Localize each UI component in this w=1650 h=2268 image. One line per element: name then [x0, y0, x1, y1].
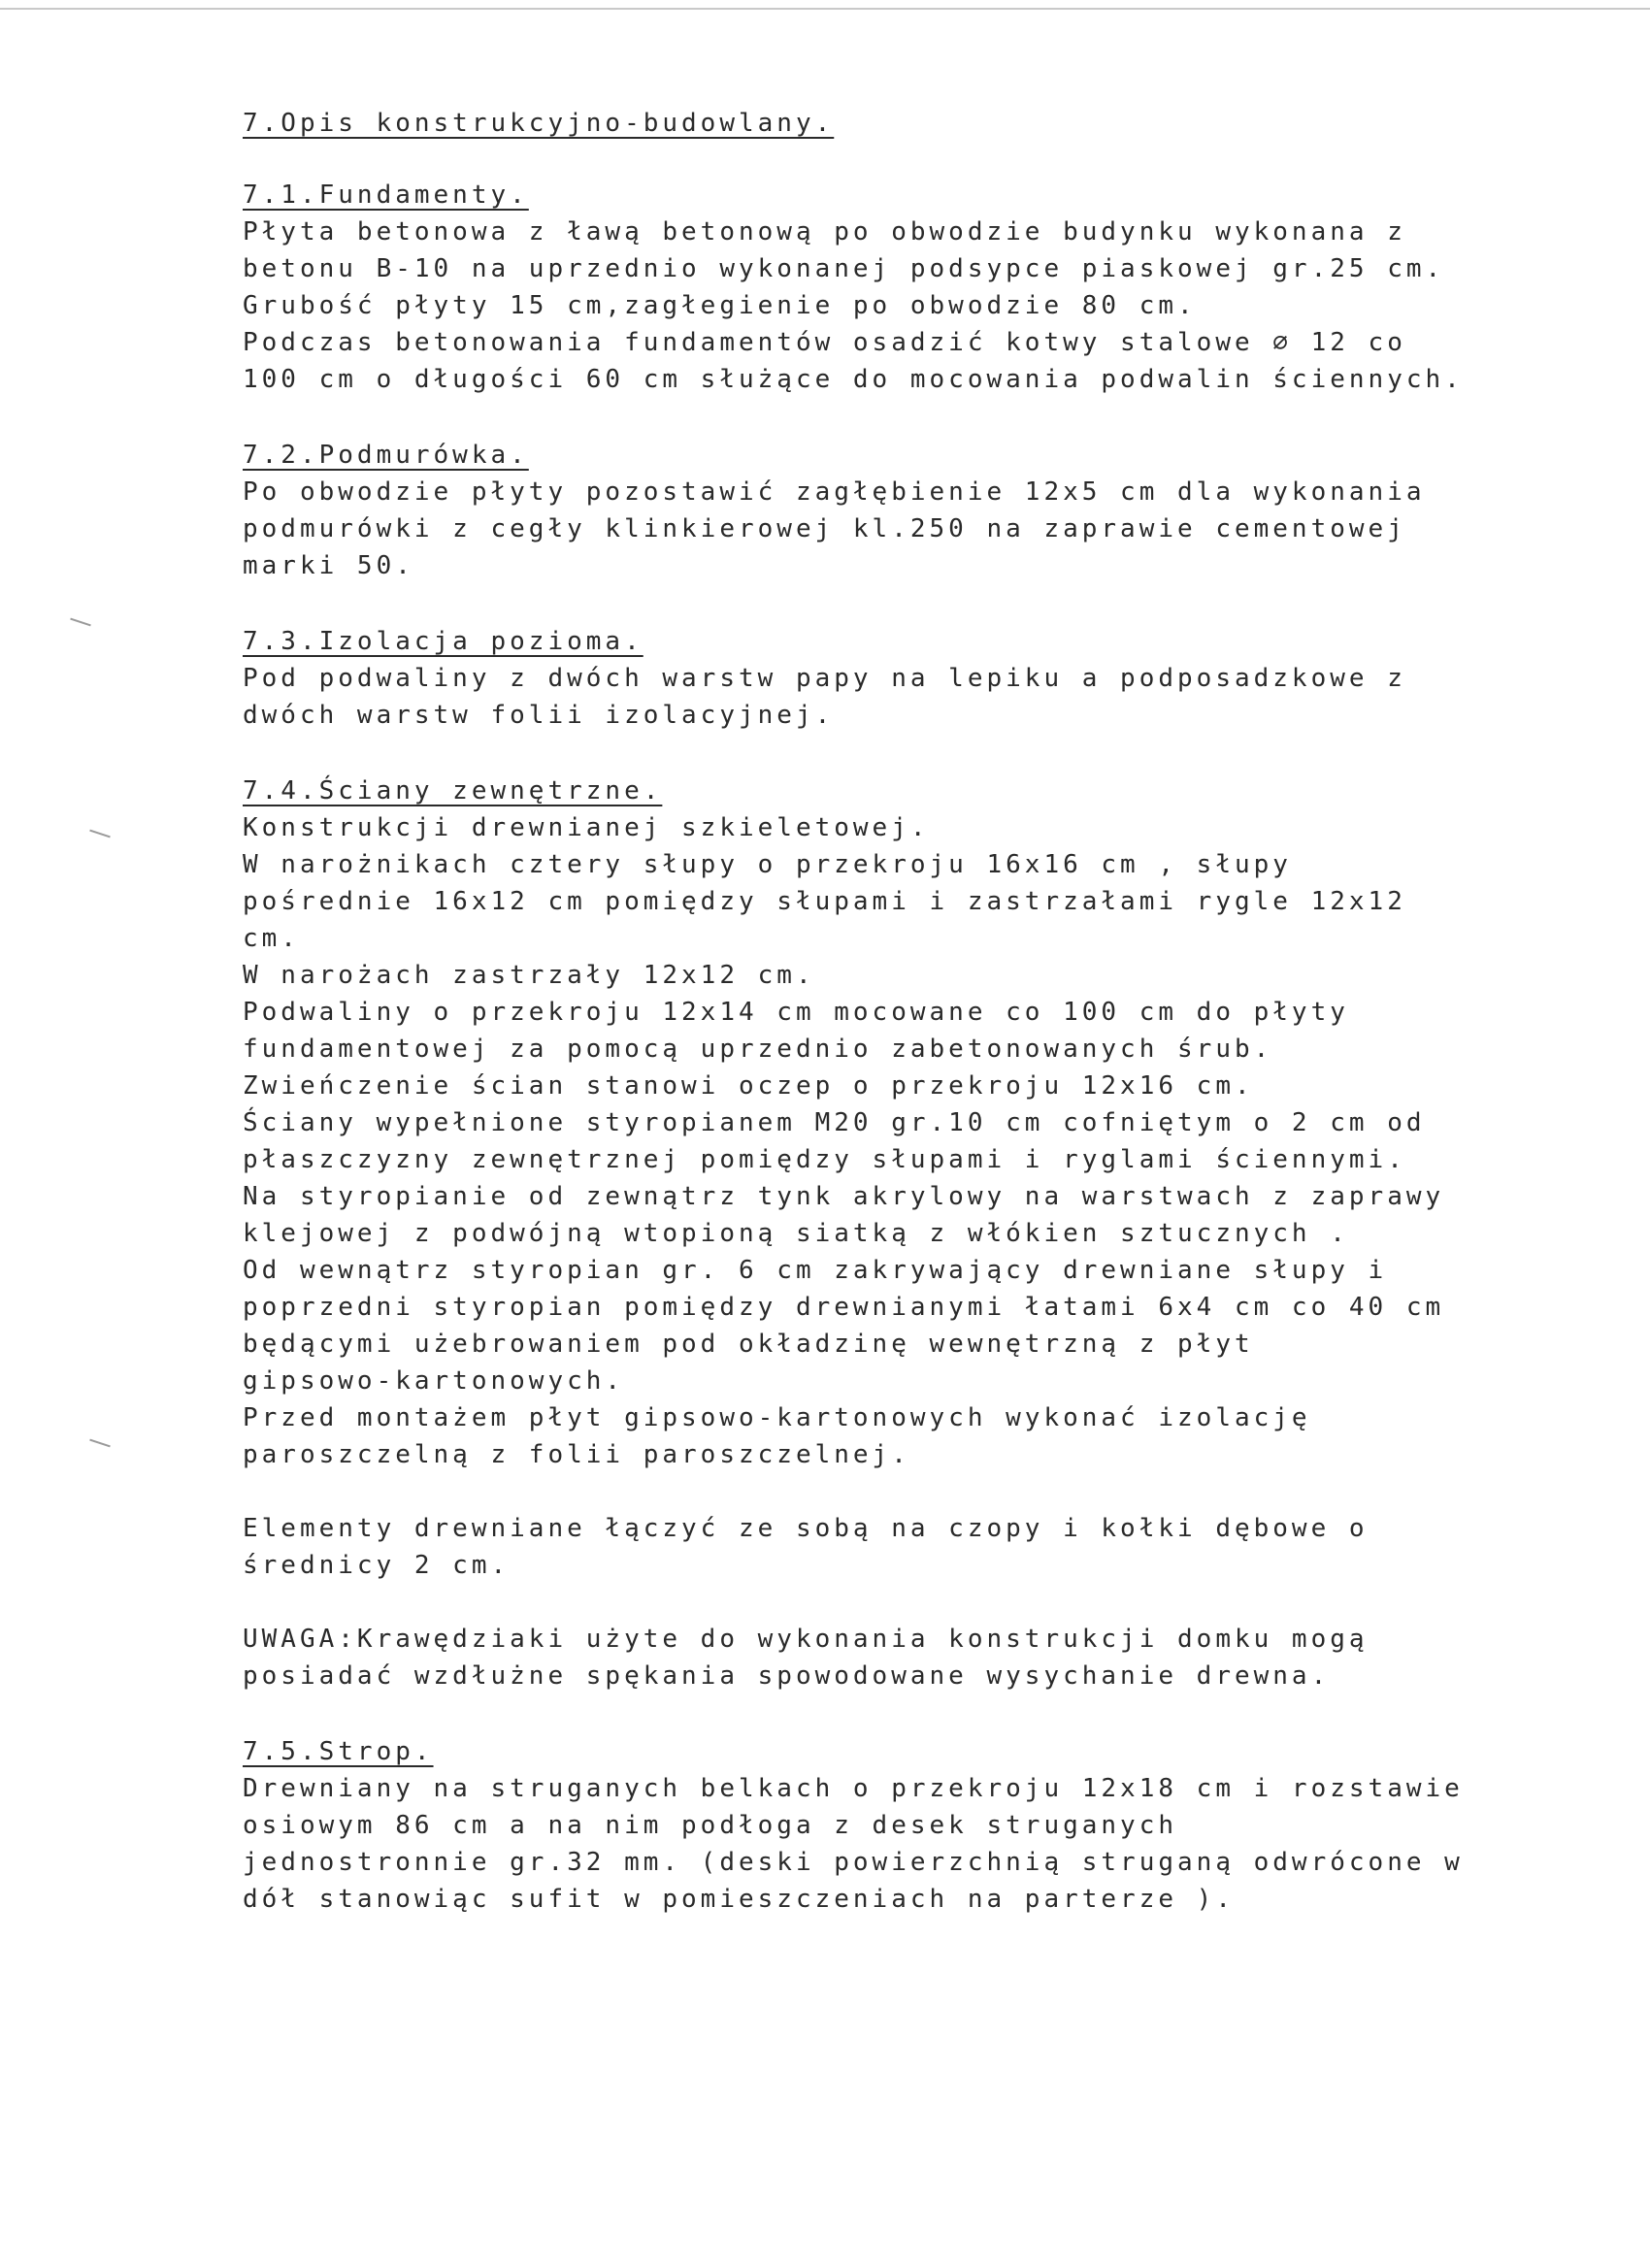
section-heading: 7.2.Podmurówka.: [243, 441, 529, 470]
text-line: pośrednie 16x12 cm pomiędzy słupami i zastrzałami rygle 12x12: [243, 887, 1406, 916]
text-line: gipsowo-kartonowych.: [243, 1366, 625, 1396]
scan-mark: [70, 618, 91, 627]
text-line: dwóch warstw folii izolacyjnej.: [243, 701, 835, 730]
text-line: paroszczelną z folii paroszczelnej.: [243, 1440, 910, 1469]
section: [243, 177, 1514, 398]
text-line: osiowym 86 cm a na nim podłoga z desek struganych: [243, 1811, 1178, 1840]
scan-mark: [89, 830, 111, 838]
section-heading: 7.3.Izolacja pozioma.: [243, 627, 644, 656]
text-line: jednostronnie gr.32 mm. (deski powierzchnią struganą odwrócone w: [243, 1848, 1464, 1877]
text-line: Na styropianie od zewnątrz tynk akrylowy na warstwach z zaprawy: [243, 1182, 1445, 1211]
text-line: 100 cm o długości 60 cm służące do mocowania podwalin ściennych.: [243, 365, 1464, 394]
text-line: Grubość płyty 15 cm,zagłegienie po obwodzie 80 cm.: [243, 291, 1197, 320]
section-heading: 7.4.Ściany zewnętrzne.: [243, 776, 663, 805]
document-page: [243, 105, 1514, 1956]
section-body: [243, 474, 1514, 584]
text-line: Przed montażem płyt gipsowo-kartonowych wykonać izolację: [243, 1403, 1311, 1432]
text-line: Podczas betonowania fundamentów osadzić kotwy stalowe ∅ 12 co: [243, 328, 1406, 357]
text-line: Drewniany na struganych belkach o przekroju 12x18 cm i rozstawie: [243, 1774, 1464, 1803]
scan-mark: [89, 1439, 111, 1448]
section-heading: 7.5.Strop.: [243, 1737, 434, 1766]
text-line: płaszczyzny zewnętrznej pomiędzy słupami i ryglami ściennymi.: [243, 1145, 1406, 1174]
text-line: będącymi użebrowaniem pod okładzinę wewnętrzną z płyt: [243, 1330, 1254, 1359]
text-line: Płyta betonowa z ławą betonową po obwodzie budynku wykonana z: [243, 217, 1406, 247]
section-body: [243, 809, 1514, 1473]
text-line: cm.: [243, 924, 300, 953]
text-line: UWAGA:Krawędziaki użyte do wykonania konstrukcji domku mogą: [243, 1625, 1369, 1654]
paragraph-gap: [243, 1584, 1514, 1621]
text-line: podmurówki z cegły klinkierowej kl.250 na zaprawie cementowej: [243, 514, 1406, 543]
text-line: marki 50.: [243, 551, 414, 580]
section-body: [243, 660, 1514, 734]
text-line: poprzedni styropian pomiędzy drewnianymi łatami 6x4 cm co 40 cm: [243, 1293, 1445, 1322]
section-body: [243, 1770, 1514, 1918]
paragraph: [243, 1510, 1514, 1584]
section: [243, 1733, 1514, 1918]
text-line: Pod podwaliny z dwóch warstw papy na lepiku a podposadzkowe z: [243, 664, 1406, 693]
text-line: dół stanowiąc sufit w pomieszczeniach na parterze ).: [243, 1885, 1235, 1914]
text-line: Podwaliny o przekroju 12x14 cm mocowane co 100 cm do płyty: [243, 998, 1349, 1027]
text-line: betonu B-10 na uprzednio wykonanej podsypce piaskowej gr.25 cm.: [243, 254, 1445, 283]
text-line: Od wewnątrz styropian gr. 6 cm zakrywający drewniane słupy i: [243, 1256, 1388, 1285]
text-line: średnicy 2 cm.: [243, 1551, 511, 1580]
scan-edge-line: [0, 8, 1650, 10]
section: [243, 437, 1514, 584]
text-line: fundamentowej za pomocą uprzednio zabetonowanych śrub.: [243, 1035, 1273, 1064]
text-line: Ściany wypełnione styropianem M20 gr.10 cm cofniętym o 2 cm od: [243, 1108, 1426, 1137]
text-line: W narożnikach cztery słupy o przekroju 16x16 cm , słupy: [243, 850, 1292, 879]
paragraph: [243, 1621, 1514, 1694]
document-title-block: [243, 105, 1514, 142]
section: [243, 623, 1514, 734]
section-body: [243, 214, 1514, 398]
text-line: Zwieńczenie ścian stanowi oczep o przekroju 12x16 cm.: [243, 1071, 1254, 1101]
text-line: Po obwodzie płyty pozostawić zagłębienie 12x5 cm dla wykonania: [243, 477, 1426, 507]
document-title: 7.Opis konstrukcyjno-budowlany.: [243, 109, 835, 138]
document-sections: [243, 177, 1514, 1918]
section: [243, 772, 1514, 1694]
text-line: klejowej z podwójną wtopioną siatką z włókien sztucznych .: [243, 1219, 1349, 1248]
section-heading: 7.1.Fundamenty.: [243, 181, 529, 210]
paragraph-gap: [243, 1473, 1514, 1510]
text-line: W narożach zastrzały 12x12 cm.: [243, 961, 815, 990]
text-line: posiadać wzdłużne spękania spowodowane wysychanie drewna.: [243, 1661, 1331, 1691]
text-line: Konstrukcji drewnianej szkieletowej.: [243, 813, 930, 842]
text-line: Elementy drewniane łączyć ze sobą na czopy i kołki dębowe o: [243, 1514, 1369, 1543]
